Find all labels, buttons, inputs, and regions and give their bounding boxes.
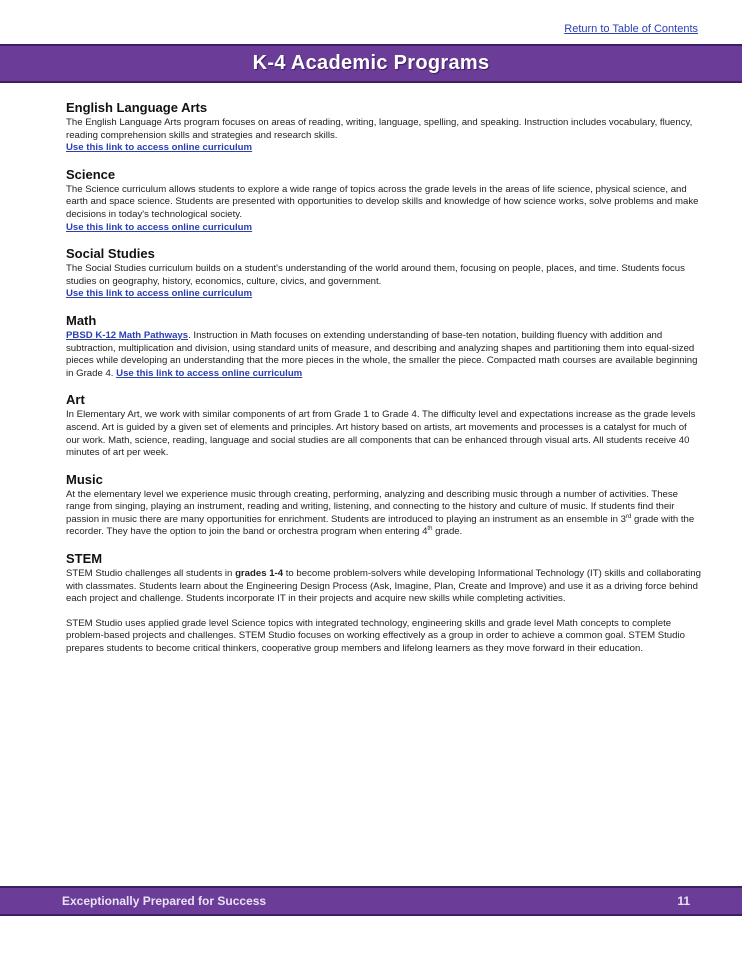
- section-music: [66, 472, 702, 539]
- section-art: [66, 392, 702, 459]
- stem-grades: grades 1-4: [235, 568, 284, 580]
- title-banner: [0, 44, 742, 83]
- section-heading: Music: [66, 471, 103, 487]
- curriculum-link[interactable]: Use this link to access online curriculum: [66, 142, 253, 154]
- ordinal-suffix: rd: [625, 513, 632, 520]
- section-math: [66, 313, 702, 380]
- curriculum-link[interactable]: Use this link to access online curriculum: [66, 221, 253, 233]
- section-text-2: STEM Studio uses applied grade level Science topics with integrated technology, engineering skills and grade level Math concepts to complete problem-based projects and challenges. STEM Studio focuses on working effectively as a group in order to achieve a common goal. STEM Studio prepares students to become critical thinkers, cooperative group members and lifelong learners as they move forward in their education.: [66, 617, 685, 655]
- section-text: [66, 117, 702, 155]
- return-to-toc-link[interactable]: Return to Table of Contents: [564, 23, 698, 35]
- curriculum-link[interactable]: Use this link to access online curriculum: [66, 288, 253, 300]
- main-content: [66, 100, 702, 668]
- section-heading: Science: [66, 166, 116, 182]
- section-heading: STEM: [66, 551, 103, 567]
- section-social-studies: [66, 246, 702, 301]
- section-heading: Art: [66, 392, 85, 408]
- ordinal-suffix: th: [427, 526, 433, 533]
- stem-text-pre: STEM Studio challenges all students in: [66, 568, 236, 580]
- section-text: [66, 184, 702, 234]
- page-number: 11: [677, 894, 690, 908]
- section-ela: [66, 100, 702, 155]
- section-stem: [66, 551, 702, 656]
- footer-tagline: Exceptionally Prepared for Success: [62, 894, 267, 908]
- section-text: [66, 330, 702, 380]
- section-text: [66, 568, 702, 606]
- math-pathways-link[interactable]: PBSD K-12 Math Pathways: [66, 329, 189, 341]
- section-body: . Instruction in Math focuses on extending understanding of base-ten notation, building fluency with addition and subtraction, multiplication and division, using standard units of measure, and describing and analyzing shapes and partitioning them into equal-sized pieces while developing an understanding that the more pieces in the whole, the smaller the piece. Compacted math courses are available beginning in Grade 4.: [66, 329, 698, 379]
- section-text: In Elementary Art, we work with similar components of art from Grade 1 to Grade 4. The difficulty level and expectations increase as the grade levels ascend. Art is guided by a given set of elements and principles. Art history based on artists, art movements and processes is a catalyst for much of our work. Math, science, reading, language and social studies are all components that can be enhanced through visual arts. All students receive 40 minutes of art per week.: [66, 409, 696, 459]
- section-heading: Math: [66, 312, 97, 328]
- music-text-a: At the elementary level we experience music through creating, performing, analyzing and describing music through a number of activities. These range from singing, playing an instrument, reading and writing, listening, and connecting to the history and culture of music. If students find their passion in music there are many opportunities for enrichment. Students are introduced to playing an instrument as an ensemble in 3: [66, 488, 679, 525]
- section-body: The Social Studies curriculum builds on a student's understanding of the world around them, focusing on people, places, and time. Students focus studies on geography, history, economics, culture, civics, and government.: [66, 263, 685, 287]
- page-title: K-4 Academic Programs: [252, 52, 490, 74]
- section-text: [66, 489, 702, 539]
- music-text-b: grade with the recorder. They have the option to join the band or orchestra program when entering 4: [66, 513, 695, 538]
- section-science: [66, 167, 702, 234]
- curriculum-link[interactable]: Use this link to access online curriculum: [116, 367, 303, 379]
- footer-banner: [0, 886, 742, 916]
- music-text-c: grade.: [432, 526, 463, 538]
- section-body: The Science curriculum allows students to explore a wide range of topics across the grade levels in the areas of life science, physical science, and earth and space science. Students are presented with opportunities to develop skills and knowledge of how science works, solve problems and make decisions in today's technological society.: [66, 183, 699, 220]
- section-heading: English Language Arts: [66, 100, 208, 115]
- section-text: [66, 263, 702, 301]
- stem-text-post: to become problem-solvers while developing Informational Technology (IT) skills and collaborating with classmates. Students learn about the Engineering Design Process (Ask, Imagine, Plan, Create and Improve) and use it as a driving force behind each project and challenge. Students incorporate IT in their projects and acquire new skills while completing activities.: [66, 568, 701, 605]
- section-body: The English Language Arts program focuses on areas of reading, writing, language, spelling, and speaking. Instruction includes vocabulary, fluency, reading comprehension skills and strategies and research skills.: [66, 117, 693, 141]
- section-heading: Social Studies: [66, 246, 155, 262]
